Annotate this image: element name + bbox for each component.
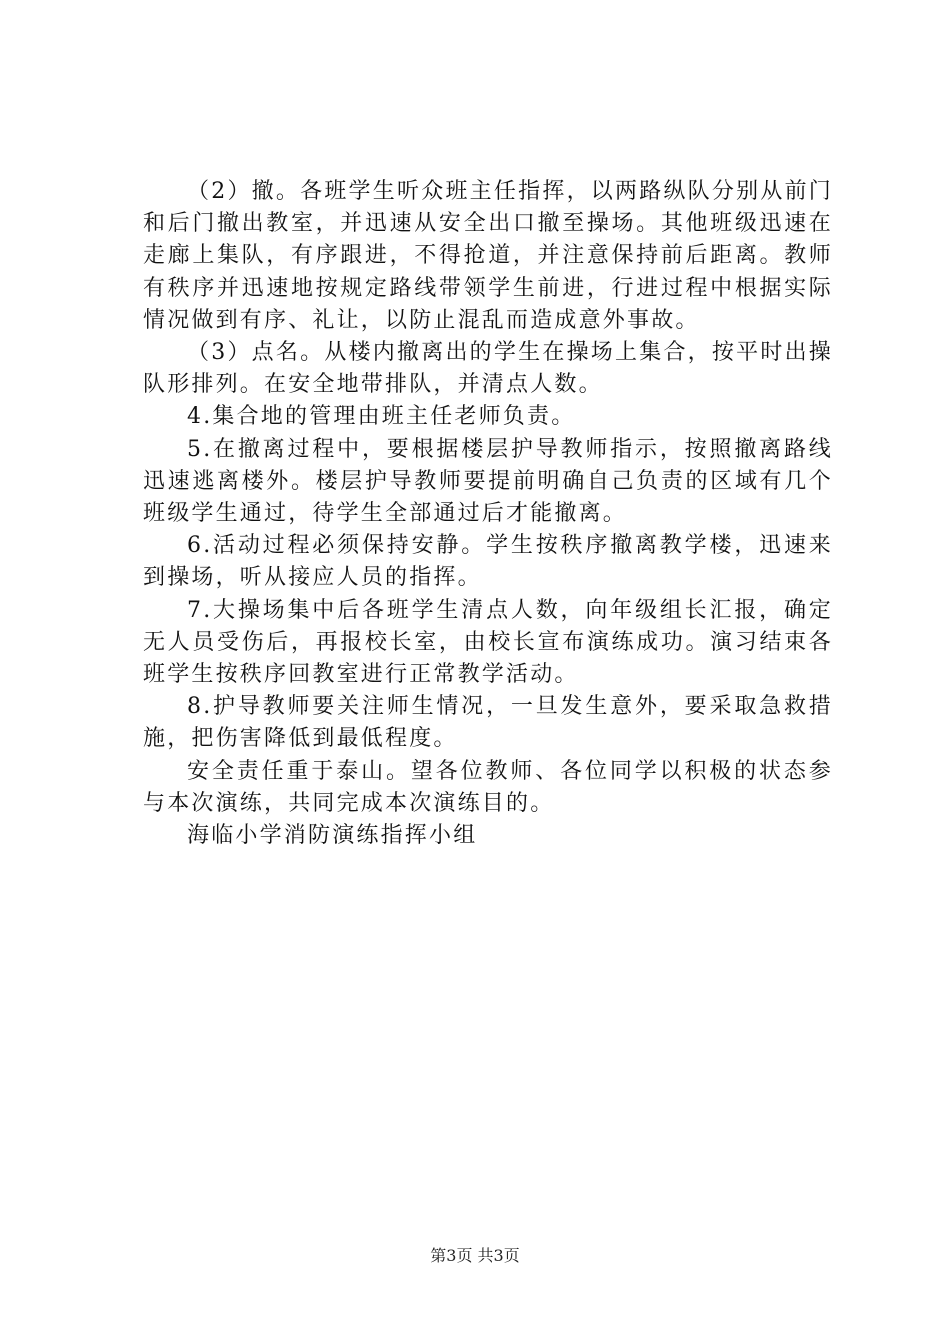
paragraph-item-8: 8.护导教师要关注师生情况，一旦发生意外，要采取急救措施，把伤害降低到最低程度。 [143, 694, 833, 752]
paragraph-item-7: 7.大操场集中后各班学生清点人数，向年级组长汇报，确定无人员受伤后，再报校长室，由校长宣布演练成功。演习结束各班学生按秩序回教室进行正常教学活动。 [143, 597, 833, 688]
paragraph-item-6: 6.活动过程必须保持安静。学生按秩序撤离教学楼，迅速来到操场，听从接应人员的指挥。 [143, 533, 833, 591]
paragraph-roll-call: （3）点名。从楼内撤离出的学生在操场上集合，按平时出操队形排列。在安全地带排队，并清点人数。 [143, 340, 833, 398]
document-body [143, 176, 833, 852]
page-number-footer: 第3页 共3页 [430, 1246, 520, 1265]
paragraph-item-4: 4.集合地的管理由班主任老师负责。 [187, 404, 576, 430]
signature-line: 海临小学消防演练指挥小组 [187, 823, 478, 849]
paragraph-item-5: 5.在撤离过程中，要根据楼层护导教师指示，按照撤离路线迅速逃离楼外。楼层护导教师要提前明确自己负责的区域有几个班级学生通过，待学生全部通过后才能撤离。 [143, 436, 833, 527]
paragraph-closing: 安全责任重于泰山。望各位教师、各位同学以积极的状态参与本次演练，共同完成本次演练目的。 [143, 758, 833, 816]
paragraph-evacuate: （2）撤。各班学生听众班主任指挥，以两路纵队分别从前门和后门撤出教室，并迅速从安全出口撤至操场。其他班级迅速在走廊上集队，有序跟进，不得抢道，并注意保持前后距离。教师有秩序并迅速地按规定路线带领学生前进，行进过程中根据实际情况做到有序、礼让，以防止混乱而造成意外事故。 [143, 179, 833, 333]
